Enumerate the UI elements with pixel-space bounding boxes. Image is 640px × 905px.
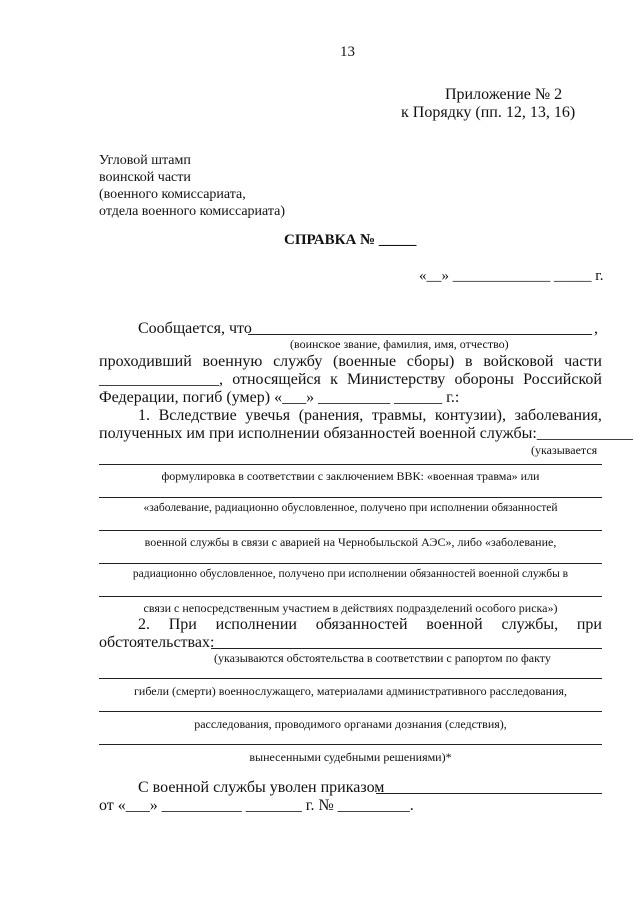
hint-ref-2: «заболевание, радиационно обусловленное, получено при исполнении обязанностей (143, 502, 558, 514)
paragraph-line-6: 2. При исполнении обязанностей военной службы, при (138, 616, 602, 633)
blank-line-3 (99, 530, 602, 531)
hint-circ-1: (указываются обстоятельства в соответствии с рапортом по факту (214, 651, 551, 665)
document-title: СПРАВКА № _____ (284, 232, 417, 248)
name-blank-line (248, 334, 592, 335)
hint-circ-2: гибели (смерти) военнослужащего, материалами административного расследования, (133, 684, 568, 698)
hint-ref-4: радиационно обусловленное, получено при исполнении обязанностей военной службы в (132, 568, 569, 580)
hint-ref-3: военной службы в связи с аварией на Чернобыльской АЭС», либо «заболевание, (144, 535, 557, 549)
blank-line-8 (99, 744, 602, 745)
order-blank-line (376, 793, 602, 794)
paragraph-line-1: проходивший военную службу (военные сборы) в войсковой части (99, 353, 602, 370)
order-line: от «___» __________ _______ г. № _________. (99, 797, 414, 814)
hint-indicated: (указывается (531, 443, 598, 457)
date-line: «__» _____________ _____ г. (419, 268, 604, 284)
name-hint: (воинское звание, фамилия, имя, отчество) (290, 337, 509, 351)
blank-line-1 (99, 464, 602, 465)
blank-line-6 (99, 678, 602, 679)
appendix-title: Приложение № 2 (445, 86, 563, 103)
informs-label: Сообщается, что (138, 320, 252, 337)
paragraph-line-4: 1. Вследствие увечья (ранения, травмы, контузии), заболевания, (138, 407, 602, 424)
blank-line-5 (99, 596, 602, 597)
blank-line-4 (99, 563, 602, 564)
circumstances-blank-line (211, 648, 602, 649)
stamp-line-3: (военного комиссариата, (99, 187, 246, 202)
paragraph-line-7: обстоятельствах: (99, 634, 215, 651)
discharged-label: С военной службы уволен приказом (138, 779, 385, 796)
blank-line-7 (99, 711, 602, 712)
hint-circ-3: расследования, проводимого органами дознания (следствия), (194, 717, 507, 731)
paragraph-line-2: _______________, относящейся к Министерству обороны Российской (99, 371, 602, 388)
paragraph-line-5: полученных им при исполнении обязанностей военной службы:____________ (99, 425, 633, 442)
paragraph-line-3: Федерации, погиб (умер) «___» _________ ______ г.: (99, 389, 460, 406)
page-number: 13 (340, 44, 355, 60)
stamp-line-4: отдела военного комиссариата) (99, 204, 286, 219)
informs-comma: , (594, 320, 598, 337)
appendix-reference: к Порядку (пп. 12, 13, 16) (401, 104, 576, 121)
stamp-line-2: воинской части (99, 170, 191, 185)
hint-ref-5: связи с непосредственным участием в действиях подразделений особого риска») (143, 601, 558, 615)
stamp-line-1: Угловой штамп (99, 153, 191, 168)
hint-circ-4: вынесенными судебными решениями)* (249, 750, 452, 764)
blank-line-2 (99, 497, 602, 498)
hint-ref-1: формулировка в соответствии с заключением ВВК: «военная травма» или (161, 469, 540, 483)
